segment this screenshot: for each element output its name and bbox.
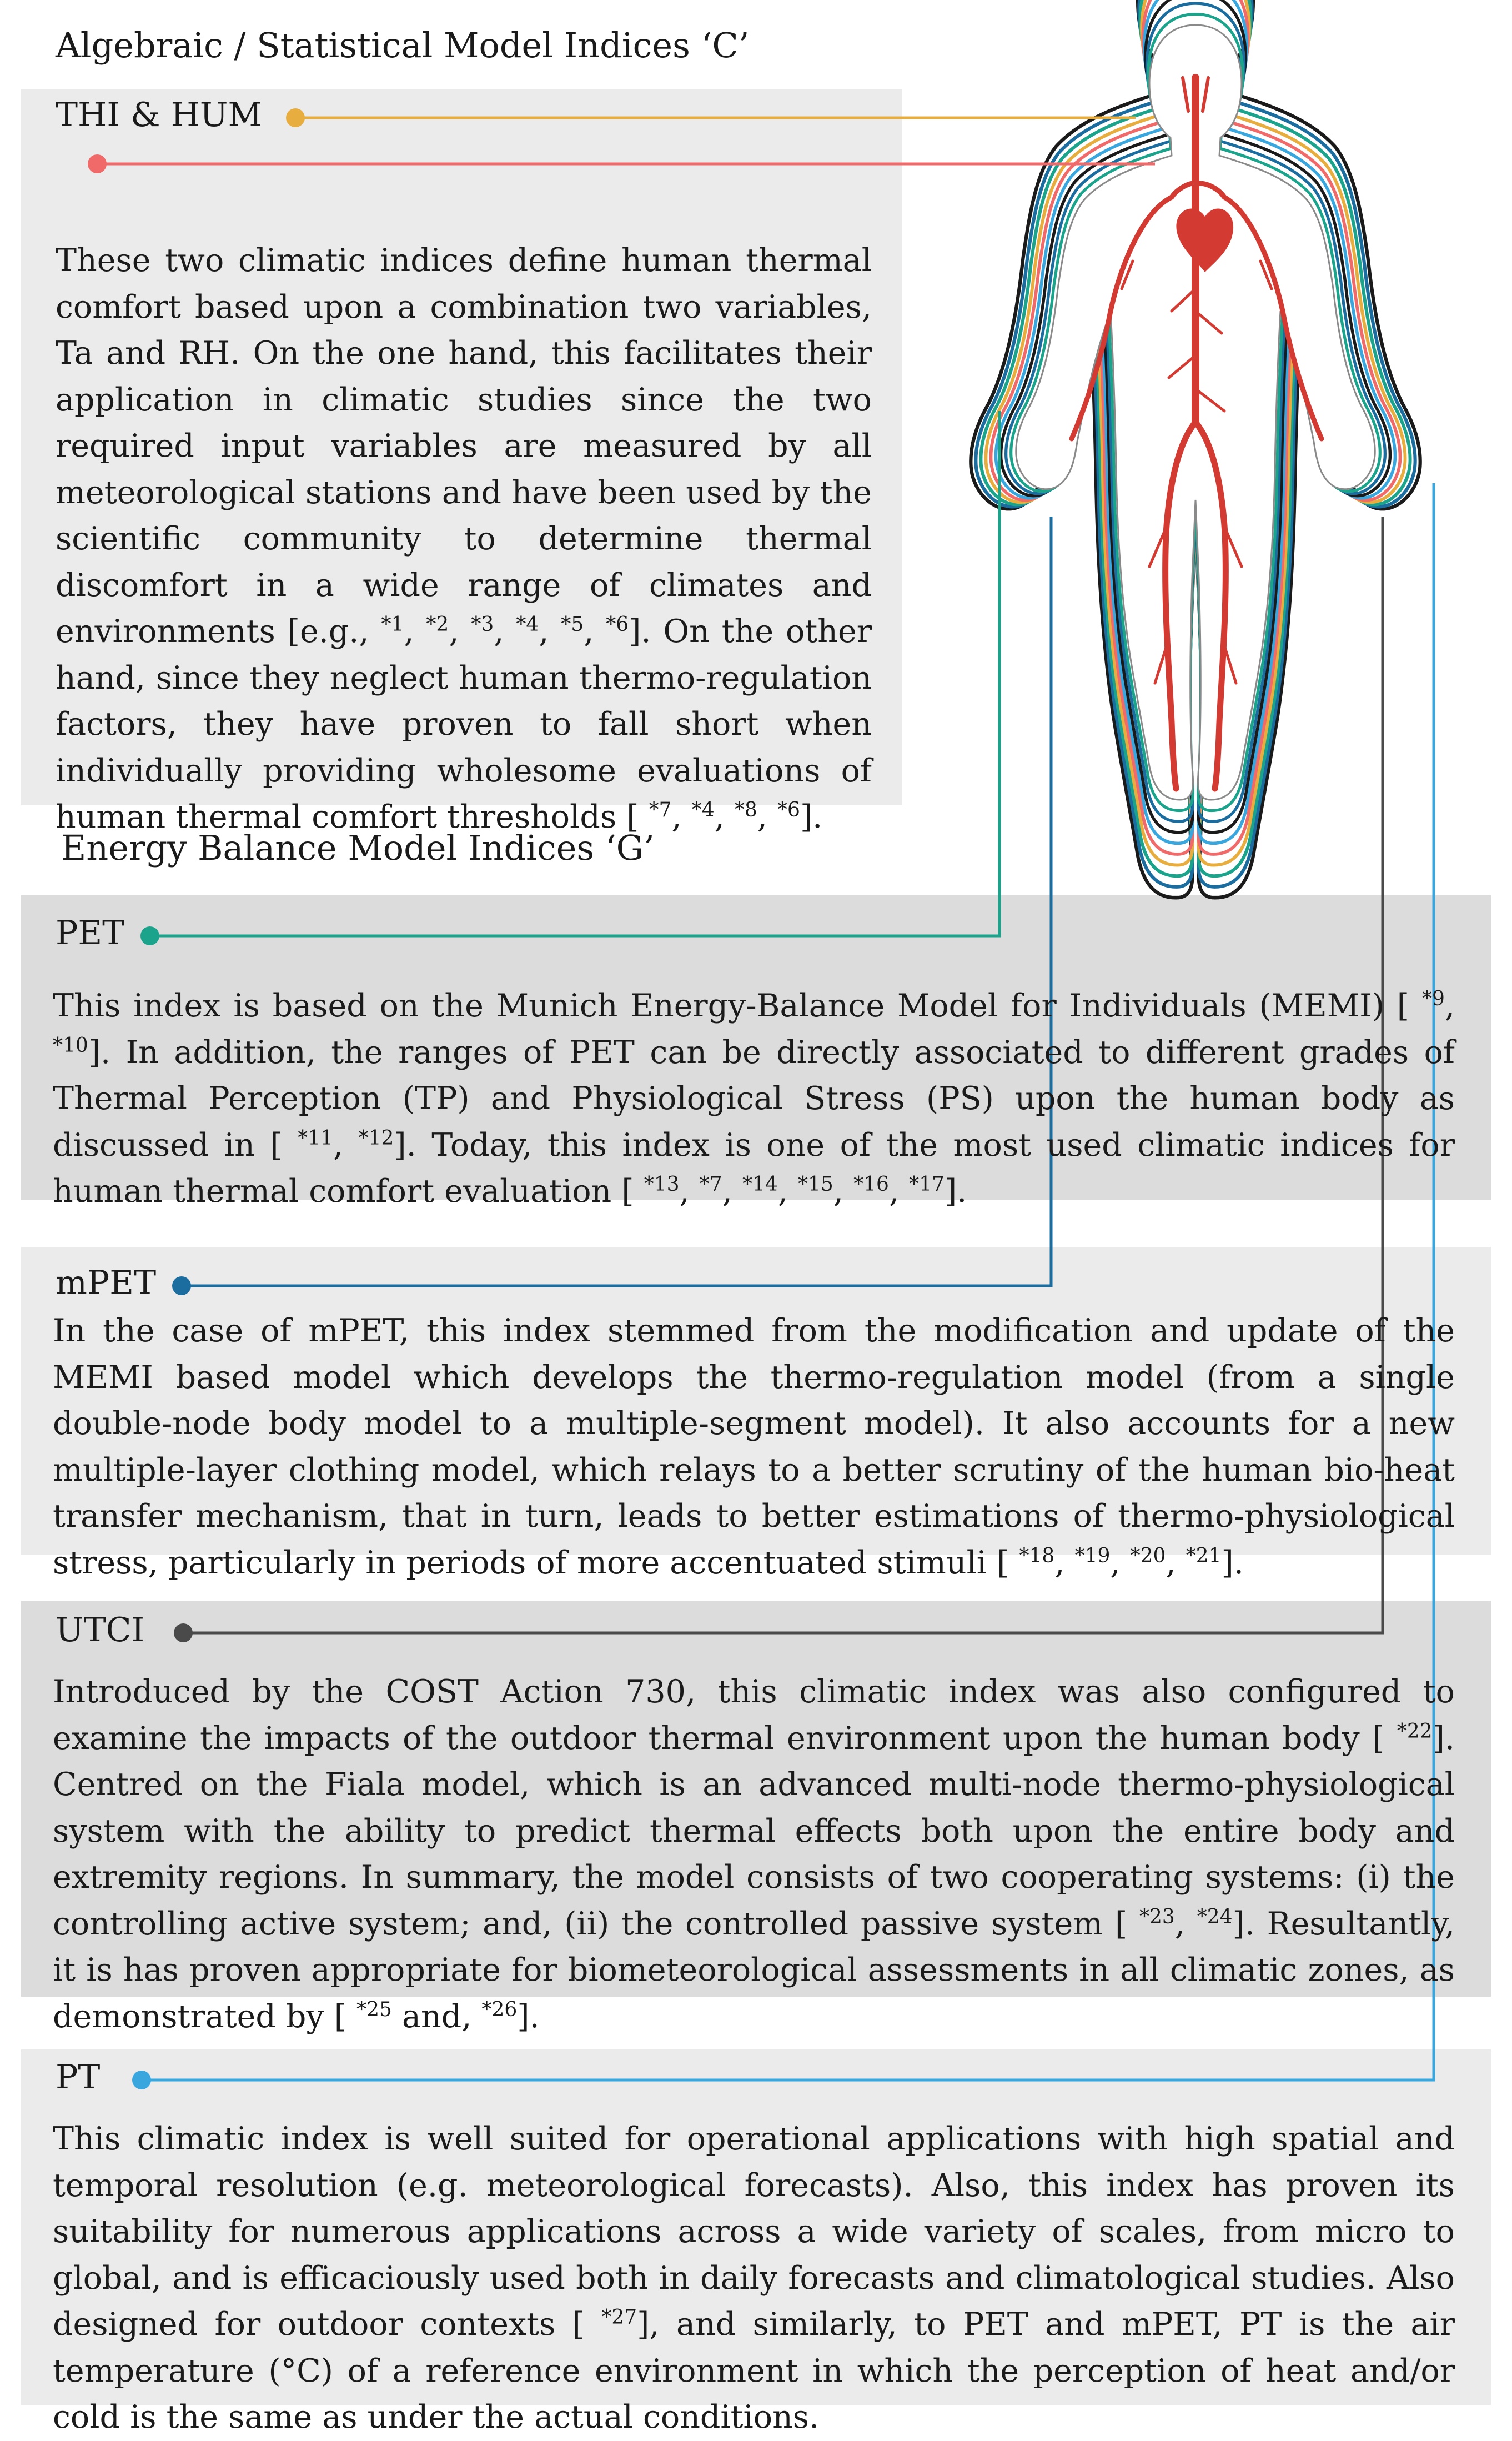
utci-dot xyxy=(174,1623,193,1642)
thi-hum-label: THI & HUM xyxy=(56,96,262,134)
mpet-dot xyxy=(172,1276,191,1295)
mpet-description: In the case of mPET, this index stemmed from the modification and update of the MEMI based model which develops the thermo-regulation model (from a single double-node body model to a multiple-segment model). It also accounts for a new multiple-layer clothing model, which relays to a better scrutiny of the human bio-heat transfer mechanism, that in turn, leads to better estimations of thermo-physiological stress, particularly in periods of more accentuated stimuli [ $^{*18}$, $^{*19}$, $^{*20}$, $^{*21}$]. xyxy=(53,1312,1455,1581)
pt-label: PT xyxy=(56,2058,101,2097)
pet-dot xyxy=(140,926,159,945)
hum-dot xyxy=(88,154,107,173)
thi-description: These two climatic indices define human thermal comfort based upon a combination two variables, Ta and RH. On the one hand, this facilitates their application in climatic studies since the two required input variables are measured by all meteorological stations and have been used by the scientific community to determine thermal discomfort in a wide range of climates and environments [e.g., $^{*1}$, $^{*2}$, $^{*3}$, $^{*4}$, $^{*5}$, $^{*6}$]. On the other hand, since they neglect human thermo-regulation factors, they have proven to fall short when individually providing wholesome evaluations of human thermal comfort thresholds [ $^{*7}$, $^{*4}$, $^{*8}$, $^{*6}$]. xyxy=(56,242,872,835)
utci-description: Introduced by the COST Action 730, this climatic index was also configured to examine the impacts of the outdoor thermal environment upon the human body [ $^{*22}$]. Centred on the Fiala model, which is an advanced multi-node thermo-physiological system with the ability to predict thermal effects both upon the entire body and extremity regions. In summary, the model consists of two cooperating systems: (i) the controlling active system; and, (ii) the controlled passive system [ $^{*23}$, $^{*24}$]. Resultantly, it is has proven appropriate for biometeorological assessments in all climatic zones, as demonstrated by [ $^{*25}$ and, $^{*26}$]. xyxy=(53,1673,1455,2035)
algebraic-section-title: Algebraic / Statistical Model Indices ‘C’ xyxy=(56,25,750,66)
thi-dot xyxy=(286,108,305,127)
utci-label: UTCI xyxy=(56,1611,145,1650)
pt-description: This climatic index is well suited for operational applications with high spatial and temporal resolution (e.g. meteorological forecasts). Also, this index has proven its suitability for numerous applications across a wide variety of scales, from micro to global, and is efficaciously used both in daily forecasts and climatological studies. Also designed for outdoor contexts [ $^{*27}$], and similarly, to PET and mPET, PT is the air temperature (°C) of a reference environment in which the perception of heat and/or cold is the same as under the actual conditions. xyxy=(53,2121,1455,2435)
pet-label: PET xyxy=(56,914,125,953)
pet-description: This index is based on the Munich Energy-Balance Model for Individuals (MEMI) [ $^{*9}$, $^{*10}$]. In addition, the ranges of PET can be directly associated to different grades of Thermal Perception (TP) and Physiological Stress (PS) upon the human body as discussed in [ $^{*11}$, $^{*12}$]. Today, this index is one of the most used climatic indices for human thermal comfort evaluation [ $^{*13}$, $^{*7}$, $^{*14}$, $^{*15}$, $^{*16}$, $^{*17}$]. xyxy=(53,988,1455,1210)
pt-dot xyxy=(132,2071,151,2089)
energy-section-title: Energy Balance Model Indices ‘G’ xyxy=(61,828,655,868)
mpet-label: mPET xyxy=(56,1264,157,1302)
